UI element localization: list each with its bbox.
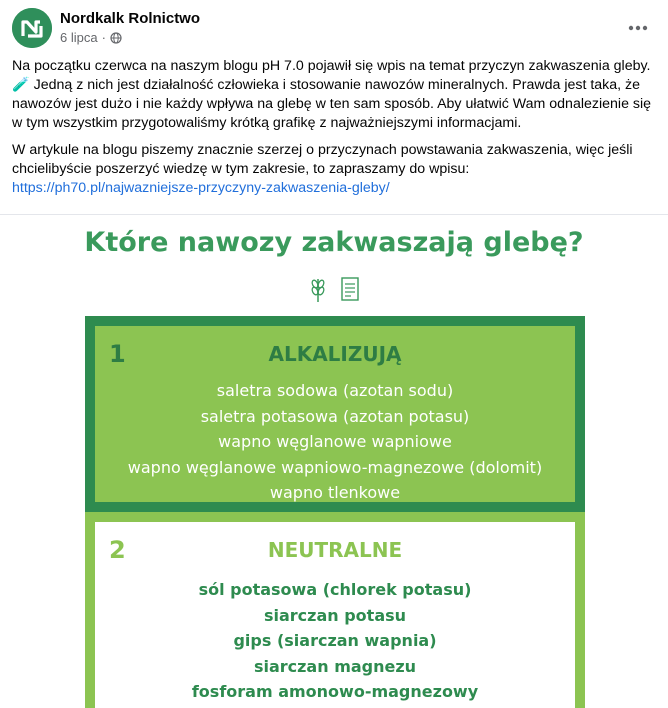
document-icon: [339, 275, 361, 303]
list-item: wapno tlenkowe: [269, 483, 401, 502]
graphic-icons: [304, 275, 364, 305]
list-item: gips (siarczan wapnia): [233, 631, 437, 650]
section-heading: NEUTRALNE: [267, 538, 403, 562]
section-number: 1: [109, 340, 126, 368]
list-item: siarczan potasu: [263, 605, 407, 625]
list-item: wapno węglanowe wapniowe: [218, 432, 452, 451]
meta-separator: ·: [101, 30, 106, 45]
section-neutral-panel: [95, 522, 575, 708]
list-item: saletra potasowa (azotan potasu): [200, 406, 470, 426]
more-horizontal-icon: [628, 25, 648, 31]
section-number: 2: [109, 536, 126, 564]
blog-link[interactable]: https://ph70.pl/najwazniejsze-przyczyny-zakwaszenia-gleby/: [12, 180, 390, 196]
post-image[interactable]: [0, 215, 668, 708]
post-paragraph-2: [12, 141, 658, 198]
globe-icon: [110, 32, 122, 44]
post-paragraph-2-text: W artykule na blogu piszemy znacznie szerzej o przyczynach powstawania zakwaszenia, więc jeśli chcielibyście poszerzyć wiedzę w tym zakresie, to zapraszamy do wpisu:: [12, 142, 633, 177]
post-header: [12, 8, 656, 52]
section-heading: ALKALIZUJĄ: [268, 342, 402, 366]
post-meta: [60, 30, 122, 45]
section-alkalizing: [85, 316, 585, 512]
post-date[interactable]: 6 lipca: [60, 30, 98, 45]
post-body: [12, 57, 658, 206]
graphic-title: Które nawozy zakwaszają glebę?: [84, 227, 584, 258]
list-item: saletra sodowa (azotan sodu): [216, 381, 454, 400]
section-neutral: [85, 512, 585, 708]
nordkalk-logo-icon: [12, 8, 52, 48]
section-items: [95, 378, 575, 506]
author-name[interactable]: Nordkalk Rolnictwo: [60, 10, 201, 27]
avatar[interactable]: [12, 8, 52, 48]
section-alkalizing-panel: [95, 326, 575, 502]
list-item: fosforam amonowo-magnezowy: [191, 682, 479, 701]
wheat-icon: [307, 275, 329, 303]
section-items: [95, 577, 575, 705]
post-paragraph-1: Na początku czerwca na naszym blogu pH 7.0 pojawił się wpis na temat przyczyn zakwaszenia gleby. 🧪 Jedną z nich jest działalność człowieka i stosowanie nawozów mineralnych. Prawda jest taka, że nawozów jest dużo i nie każdy wpływa na glebę w ten sam sposób. Aby ułatwić Wam odnalezienie się w tym wszystkim przygotowaliśmy krótką grafikę z najważniejszymi informacjami.: [12, 58, 652, 131]
more-options-button[interactable]: [620, 10, 656, 46]
list-item: siarczan magnezu: [253, 656, 417, 676]
list-item: wapno węglanowe wapniowo-magnezowe (dolomit): [127, 457, 543, 477]
list-item: sól potasowa (chlorek potasu): [198, 580, 472, 599]
